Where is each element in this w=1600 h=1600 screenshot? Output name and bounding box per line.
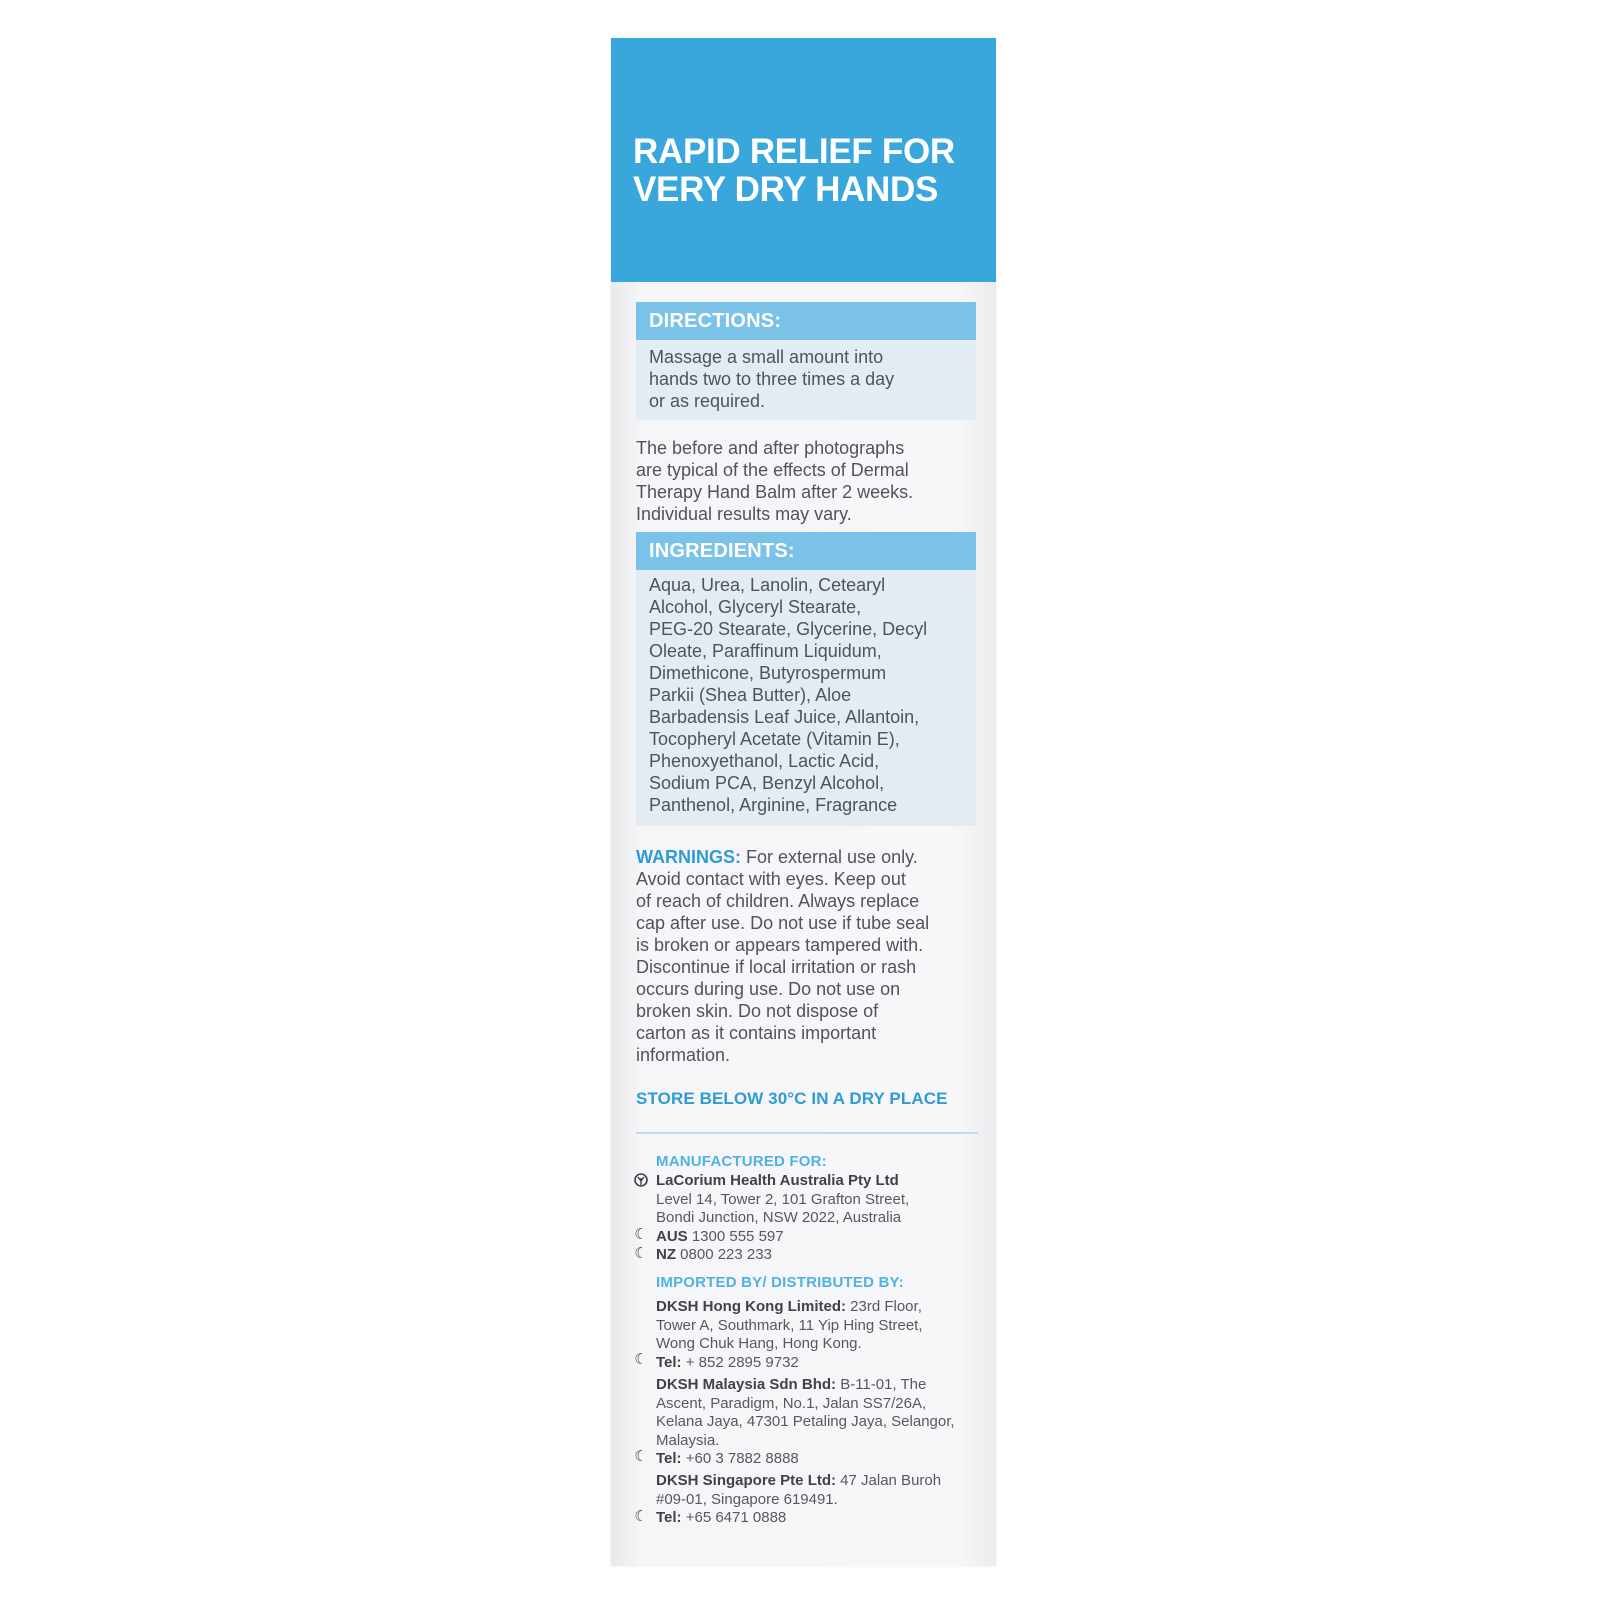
ingredients-text	[649, 574, 927, 816]
sg-tel-label: Tel:	[656, 1509, 682, 1526]
hk-address-line: Tower A, Southmark, 11 Yip Hing Street,	[656, 1316, 923, 1334]
distributor-singapore	[656, 1472, 996, 1528]
product-carton-side-panel	[611, 38, 996, 1566]
directions-text	[649, 346, 894, 412]
ingredients-line: Panthenol, Arginine, Fragrance	[649, 795, 898, 815]
warnings-line: is broken or appears tampered with.	[636, 935, 924, 955]
sg-tel: +65 6471 0888	[681, 1509, 787, 1526]
lacorium-leaf-icon	[634, 1172, 648, 1188]
warnings-line: broken skin. Do not dispose of	[636, 1001, 879, 1021]
aus-label: AUS	[656, 1227, 688, 1245]
warnings-line: Avoid contact with eyes. Keep out	[636, 869, 906, 889]
distributor-malaysia	[656, 1376, 996, 1469]
sg-address-line: #09-01, Singapore 619491.	[656, 1490, 838, 1508]
phone-icon: ☾	[634, 1226, 648, 1243]
phone-icon: ☾	[634, 1448, 648, 1465]
my-name: DKSH Malaysia Sdn Bhd:	[656, 1376, 837, 1393]
directions-line: or as required.	[649, 391, 766, 411]
ingredients-line: PEG-20 Stearate, Glycerine, Decyl	[649, 619, 928, 639]
aus-phone: 1300 555 597	[687, 1227, 784, 1245]
my-address-start: B-11-01, The	[836, 1376, 927, 1393]
ingredients-line: Oleate, Paraffinum Liquidum,	[649, 641, 882, 661]
directions-heading-bar	[636, 302, 976, 340]
manufacturer-address-line: Bondi Junction, NSW 2022, Australia	[656, 1209, 902, 1226]
headline-line-1: RAPID RELIEF FOR	[633, 132, 955, 171]
nz-phone: 0800 223 233	[676, 1246, 772, 1263]
distributors-heading: IMPORTED BY/ DISTRIBUTED BY:	[656, 1274, 904, 1291]
hk-tel: + 852 2895 9732	[681, 1353, 799, 1371]
ingredients-heading-bar	[636, 532, 976, 570]
hk-line-1	[656, 1298, 996, 1317]
lacorium-leaf-icon-svg	[634, 1172, 648, 1188]
sg-address-start: 47 Jalan Buroh	[836, 1472, 942, 1489]
hk-tel-line	[656, 1354, 996, 1373]
hk-address-line: Wong Chuk Hang, Hong Kong.	[656, 1335, 862, 1352]
ingredients-line: Parkii (Shea Butter), Aloe	[649, 685, 852, 705]
hk-tel-label: Tel:	[656, 1353, 682, 1371]
ingredients-line: Tocopheryl Acetate (Vitamin E),	[649, 729, 900, 749]
ingredients-line: Barbadensis Leaf Juice, Allantoin,	[649, 707, 920, 727]
divider	[636, 1132, 978, 1134]
ingredients-line: Sodium PCA, Benzyl Alcohol,	[649, 773, 885, 793]
hk-address-start: 23rd Floor,	[845, 1298, 922, 1315]
directions-body	[636, 340, 976, 420]
before-after-note	[636, 437, 981, 525]
my-address-line: Malaysia.	[656, 1431, 720, 1449]
sg-tel-line	[656, 1509, 996, 1528]
manufacturer-name: LaCorium Health Australia Pty Ltd	[656, 1172, 899, 1189]
headline	[633, 133, 983, 209]
ingredients-line: Phenoxyethanol, Lactic Acid,	[649, 751, 880, 771]
note-line: are typical of the effects of Dermal	[636, 460, 909, 480]
headline-line-2: VERY DRY HANDS	[633, 170, 939, 209]
warnings-first-line	[636, 846, 981, 868]
note-line: Individual results may vary.	[636, 504, 852, 524]
my-line-1	[656, 1376, 996, 1395]
manufacturer-address-line: Level 14, Tower 2, 101 Grafton Street,	[656, 1190, 910, 1208]
warnings-label: WARNINGS:	[636, 847, 741, 867]
ingredients-line: Dimethicone, Butyrospermum	[649, 663, 887, 683]
directions-line: Massage a small amount into	[649, 347, 884, 367]
nz-phone-line	[656, 1246, 996, 1265]
my-address-line: Ascent, Paradigm, No.1, Jalan SS7/26A,	[656, 1394, 927, 1412]
ingredients-body	[636, 570, 976, 826]
my-tel-label: Tel:	[656, 1450, 682, 1467]
my-tel-line	[656, 1450, 996, 1469]
hk-name: DKSH Hong Kong Limited:	[656, 1298, 846, 1315]
warnings-line: cap after use. Do not use if tube seal	[636, 913, 930, 933]
warnings-block	[636, 846, 981, 1066]
sg-name: DKSH Singapore Pte Ltd:	[656, 1472, 837, 1489]
warnings-line: information.	[636, 1045, 731, 1065]
phone-icon: ☾	[634, 1508, 648, 1525]
manufacturer-details	[656, 1172, 996, 1265]
distributor-hong-kong	[656, 1298, 996, 1372]
note-line: The before and after photographs	[636, 438, 905, 458]
nz-label: NZ	[656, 1246, 676, 1263]
my-address-line: Kelana Jaya, 47301 Petaling Jaya, Selangor,	[656, 1413, 955, 1430]
ingredients-line: Aqua, Urea, Lanolin, Cetearyl	[649, 575, 886, 595]
header-banner	[611, 38, 996, 282]
storage-instruction: STORE BELOW 30°C IN A DRY PLACE	[636, 1089, 948, 1108]
warnings-line: carton as it contains important	[636, 1023, 877, 1043]
ingredients-heading: INGREDIENTS:	[649, 540, 795, 562]
note-line: Therapy Hand Balm after 2 weeks.	[636, 482, 914, 502]
warnings-line: Discontinue if local irritation or rash	[636, 957, 917, 977]
warnings-first-line-text: For external use only.	[741, 847, 918, 867]
phone-icon: ☾	[634, 1245, 648, 1262]
manufactured-for-heading: MANUFACTURED FOR:	[656, 1153, 827, 1170]
my-tel: +60 3 7882 8888	[681, 1450, 799, 1467]
sg-line-1	[656, 1472, 996, 1491]
warnings-line: of reach of children. Always replace	[636, 891, 920, 911]
directions-line: hands two to three times a day	[649, 369, 895, 389]
warnings-line: occurs during use. Do not use on	[636, 979, 901, 999]
directions-heading: DIRECTIONS:	[649, 310, 782, 332]
ingredients-line: Alcohol, Glyceryl Stearate,	[649, 597, 862, 617]
phone-icon: ☾	[634, 1351, 648, 1368]
aus-phone-line	[656, 1228, 996, 1247]
